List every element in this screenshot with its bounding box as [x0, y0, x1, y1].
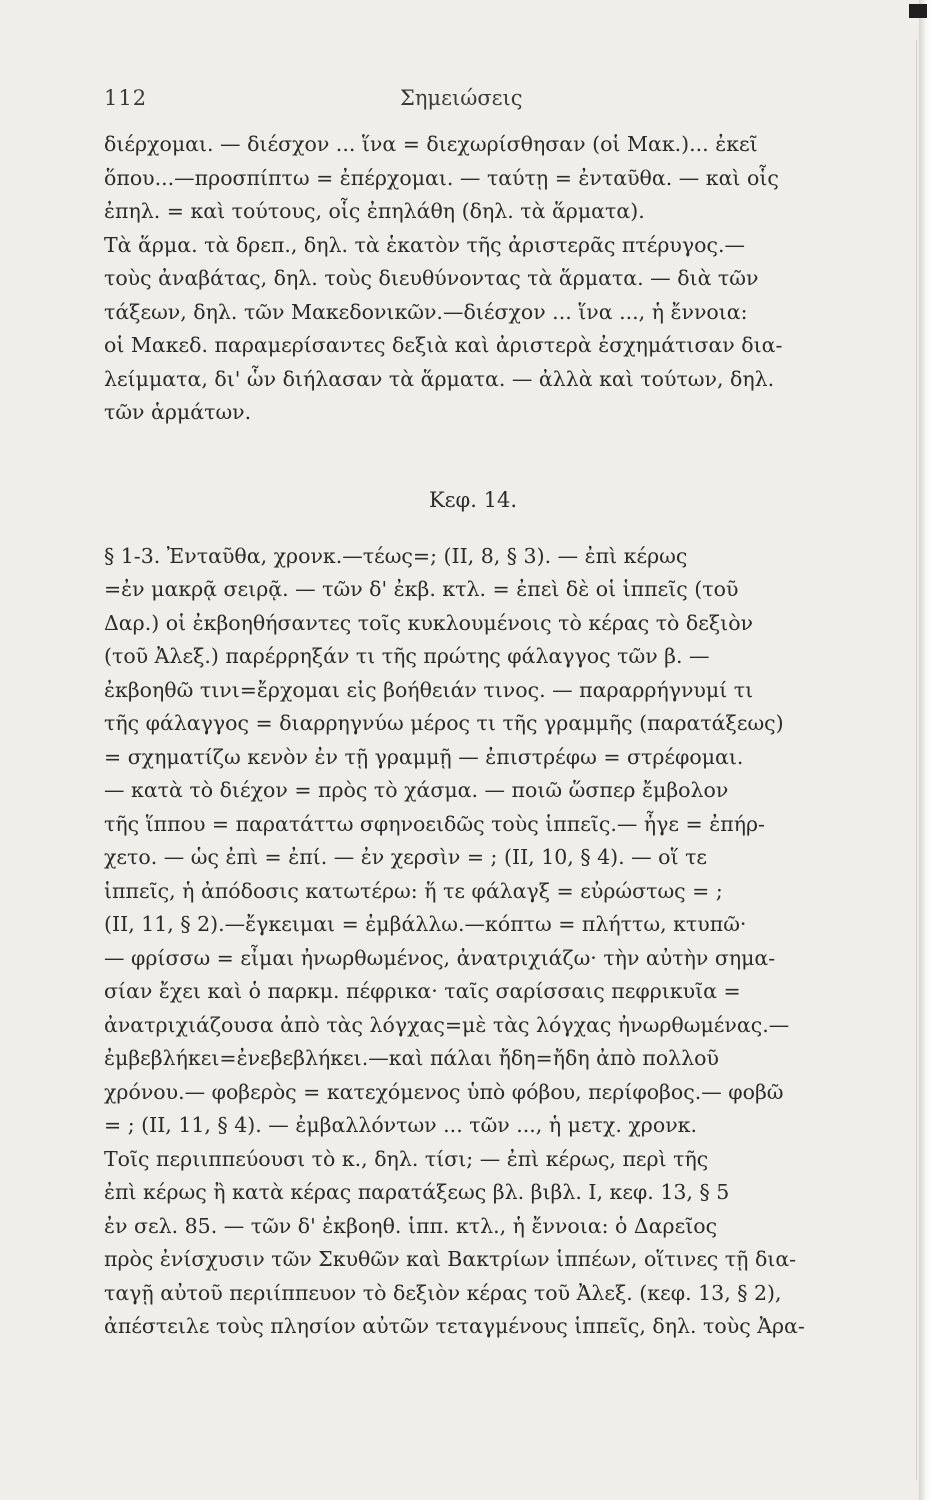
text-line: ἀπέστειλε τοὺς πλησίον αὐτῶν τεταγμένους ἱππεῖς, δηλ. τοὺς Ἀρα- [104, 1314, 805, 1338]
text-line: — φρίσσω = εἶμαι ἠνωρθωμένος, ἀνατριχιάζω· τὴν αὐτὴν σημα- [104, 945, 776, 970]
text-line: τάξεων, δηλ. τῶν Μακεδονικῶν.—διέσχον ... ἵνα ..., ἡ ἔννοια: [104, 299, 748, 324]
text-line: = ; (ΙΙ, 11, § 4). — ἐμβαλλόντων ... τῶν ..., ἡ μετχ. χρονκ. [104, 1113, 697, 1137]
text-line: διέρχομαι. — διέσχον ... ἵνα = διεχωρίσθησαν (οἱ Μακ.)... ἐκεῖ [104, 132, 758, 156]
text-line: (τοῦ Ἀλεξ.) παρέρρηξάν τι τῆς πρώτης φάλαγγος τῶν β. — [104, 644, 710, 668]
page-edge [919, 0, 931, 1500]
running-title: Σημειώσεις [400, 86, 523, 110]
text-line: =ἐν μακρᾷ σειρᾷ. — τῶν δ' ἐκβ. κτλ. = ἐπεὶ δὲ οἱ ἱππεῖς (τοῦ [104, 577, 739, 601]
text-line: ἀνατριχιάζουσα ἀπὸ τὰς λόγχας=μὲ τὰς λόγχας ἠνωρθωμένας.— [104, 1012, 790, 1037]
text-line: ὅπου...—προσπίπτω = ἐπέρχομαι. — ταύτῃ = ἐνταῦθα. — καὶ οἷς [104, 165, 779, 190]
notes-block-2 [104, 540, 842, 1344]
scan-corner-mark [909, 4, 927, 18]
text-line: σίαν ἔχει καὶ ὁ παρκμ. πέφρικα· ταῖς σαρίσσαις πεφρικυῖα = [104, 979, 741, 1003]
text-line: ἐν σελ. 85. — τῶν δ' ἐκβοηθ. ἱππ. κτλ., ἡ ἔννοια: ὁ Δαρεῖος [104, 1213, 718, 1238]
chapter-heading: Κεφ. 14. [428, 487, 518, 512]
text-line: ἐμβεβλήκει=ἐνεβεβλήκει.—καὶ πάλαι ἤδη=ἤδη ἀπὸ πολλοῦ [104, 1046, 719, 1070]
text-line: Τὰ ἅρμα. τὰ δρεπ., δηλ. τὰ ἑκατὸν τῆς ἀριστερᾶς πτέρυγος.— [104, 232, 745, 257]
text-line: τῶν ἁρμάτων. [104, 400, 252, 424]
text-line: τοὺς ἀναβάτας, δηλ. τοὺς διευθύνοντας τὰ ἅρματα. — διὰ τῶν [104, 266, 759, 290]
text-line: πρὸς ἐνίσχυσιν τῶν Σκυθῶν καὶ Βακτρίων ἱππέων, οἵτινες τῇ δια- [104, 1247, 797, 1271]
text-line: χετο. — ὡς ἐπὶ = ἐπί. — ἐν χερσὶν = ; (ΙΙ, 10, § 4). — οἵ τε [104, 845, 708, 869]
text-line: τῆς ἵππου = παρατάττω σφηνοειδῶς τοὺς ἱππεῖς.— ἦγε = ἐπήρ- [104, 811, 765, 836]
text-line: ἱππεῖς, ἡ ἀπόδοσις κατωτέρω: ἥ τε φάλαγξ = εὐρώστως = ; [104, 878, 723, 903]
page-number: 112 [104, 86, 148, 110]
text-line: (ΙΙ, 11, § 2).—ἔγκειμαι = ἐμβάλλω.—κόπτω = πλήττω, κτυπῶ· [104, 912, 747, 936]
text-line: ταγῇ αὐτοῦ περιίππευον τὸ δεξιὸν κέρας τοῦ Ἀλεξ. (κεφ. 13, § 2), [104, 1280, 782, 1305]
page-edge-line [916, 40, 917, 1480]
text-line: ἐκβοηθῶ τινι=ἔρχομαι εἰς βοήθειάν τινος. — παραρρήγνυμί τι [104, 677, 754, 702]
text-line: ἐπηλ. = καὶ τούτους, οἷς ἐπηλάθη (δηλ. τὰ ἅρματα). [104, 199, 645, 223]
page-body [104, 128, 842, 1344]
text-line: Τοῖς περιιππεύουσι τὸ κ., δηλ. τίσι; — ἐπὶ κέρως, περὶ τῆς [104, 1146, 709, 1171]
text-line: — κατὰ τὸ διέχον = πρὸς τὸ χάσμα. — ποιῶ ὥσπερ ἔμβολον [104, 778, 729, 802]
text-line: οἱ Μακεδ. παραμερίσαντες δεξιὰ καὶ ἀριστερὰ ἐσχημάτισαν δια- [104, 333, 783, 357]
text-line: λείμματα, δι' ὧν διήλασαν τὰ ἅρματα. — ἀλλὰ καὶ τούτων, δηλ. [104, 366, 775, 391]
notes-block-1 [104, 128, 842, 430]
text-line: χρόνου.— φοβερὸς = κατεχόμενος ὑπὸ φόβου, περίφοβος.— φοβῶ [104, 1079, 784, 1104]
text-line: § 1-3. Ἐνταῦθα, χρονκ.—τέως=; (ΙΙ, 8, § 3). — ἐπὶ κέρως [104, 543, 688, 568]
text-line: = σχηματίζω κενὸν ἐν τῇ γραμμῇ — ἐπιστρέφω = στρέφομαι. [104, 744, 744, 769]
page-header [104, 86, 844, 126]
text-line: ἐπὶ κέρως ἢ κατὰ κέρας παρατάξεως βλ. βιβλ. Ι, κεφ. 13, § 5 [104, 1180, 730, 1204]
text-line: τῆς φάλαγγος = διαρρηγνύω μέρος τι τῆς γραμμῆς (παρατάξεως) [104, 711, 784, 735]
text-line: Δαρ.) οἱ ἐκβοηθήσαντες τοῖς κυκλουμένοις τὸ κέρας τὸ δεξιὸν [104, 610, 754, 635]
